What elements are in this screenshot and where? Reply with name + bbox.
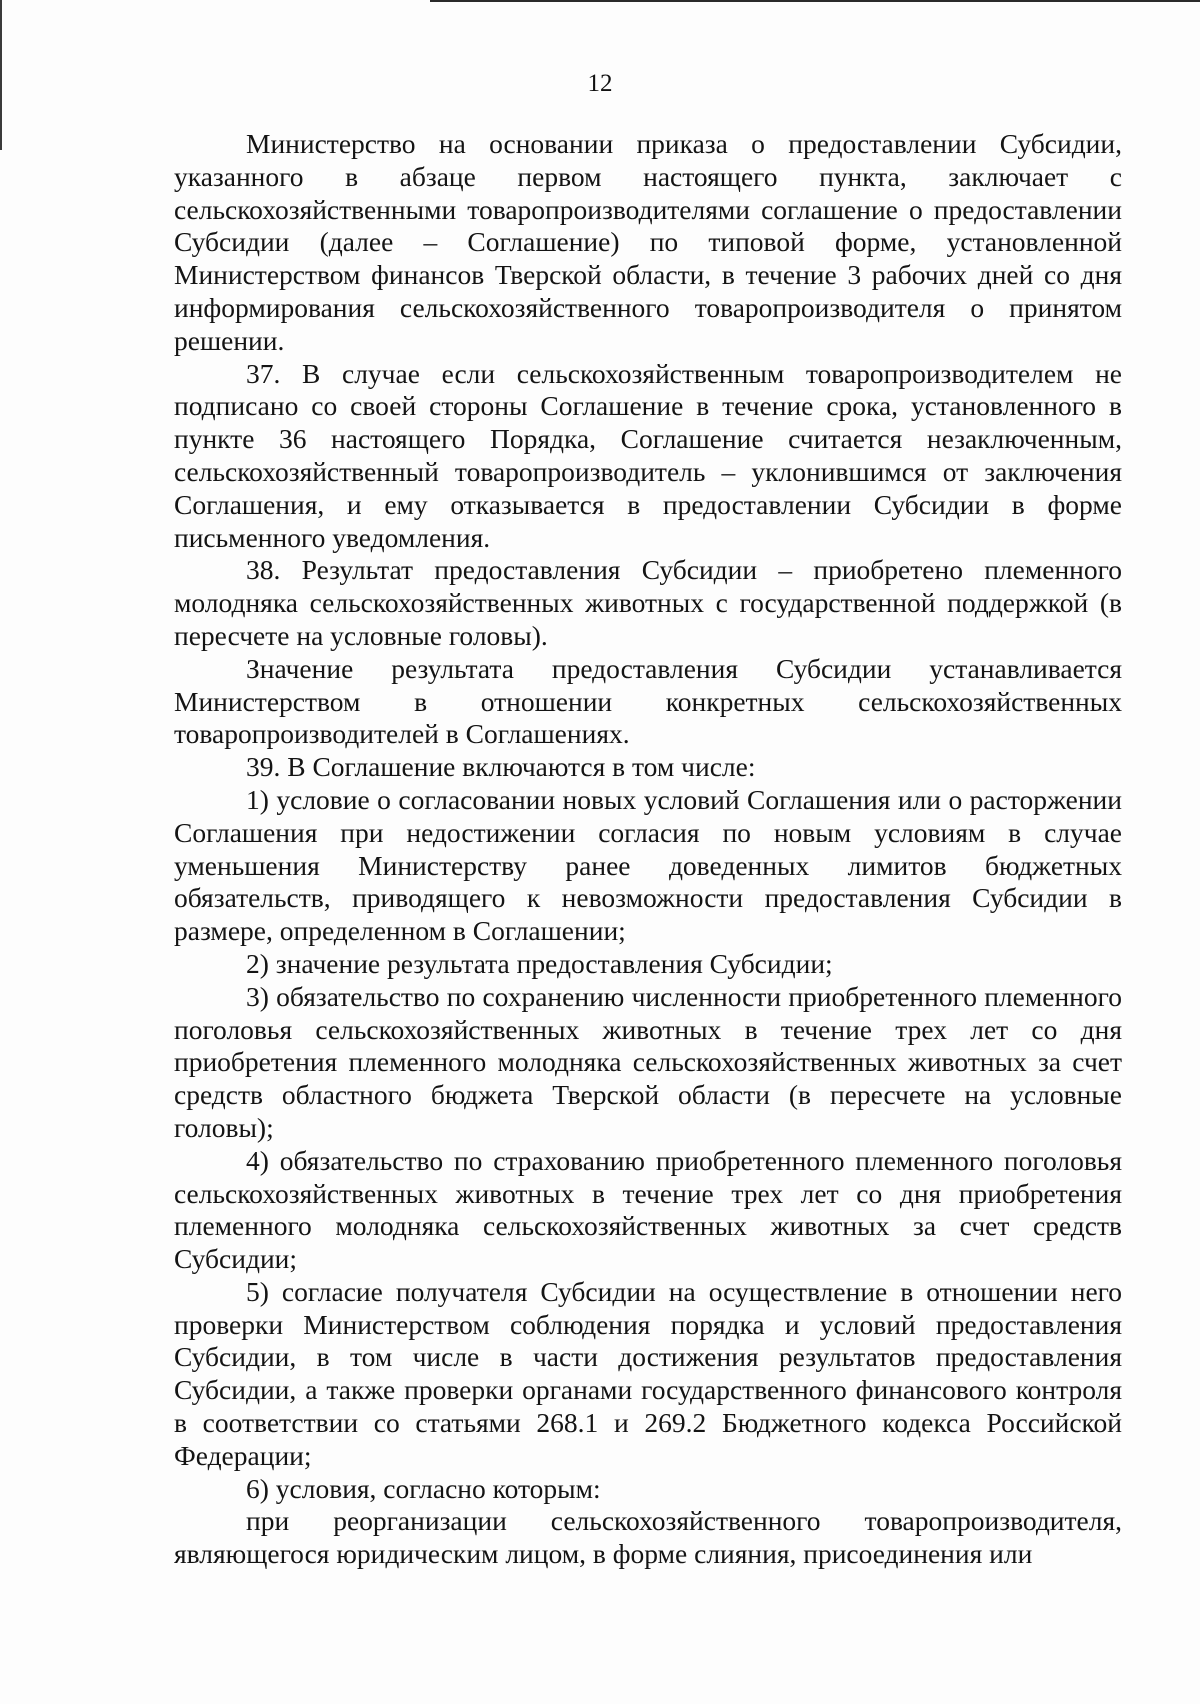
paragraph-reorganization: при реорганизации сельскохозяйственного товаропроизводителя, являющегося юридическим лицом, в форме слияния, присоединения или xyxy=(174,1505,1122,1570)
scan-top-edge xyxy=(430,0,1200,2)
paragraph-39: 39. В Соглашение включаются в том числе: xyxy=(246,751,756,783)
list-item-5: 5) согласие получателя Субсидии на осуществление в отношении него проверки Министерством соблюдения порядка и условий предоставления Субсидии, в том числе в части достижения результатов предоставления Субсидии, а также проверки органами государственного финансового контроля в соответствии со статьями 268.1 и 269.2 Бюджетного кодекса Российской Федерации; xyxy=(174,1275,1122,1471)
list-item-6: 6) условия, согласно которым: xyxy=(246,1472,601,1504)
list-item-2: 2) значение результата предоставления Субсидии; xyxy=(246,947,833,979)
page-number: 12 xyxy=(587,70,613,97)
paragraph-37: 37. В случае если сельскохозяйственным товаропроизводителем не подписано со своей стороны Соглашение в течение срока, установленного в пункте 36 настоящего Порядка, Соглашение считается незаключенным, сельскохозяйственный товаропроизводитель – уклонившимся от заключения Соглашения, и ему отказывается в предоставлении Субсидии в форме письменного уведомления. xyxy=(174,357,1122,553)
list-item-3: 3) обязательство по сохранению численности приобретенного племенного поголовья сельскохозяйственных животных в течение трех лет со дня приобретения племенного молодняка сельскохозяйственных животных за счет средств областного бюджета Тверской области (в пересчете на условные головы); xyxy=(174,980,1122,1143)
paragraph-38: 38. Результат предоставления Субсидии – приобретено племенного молодняка сельскохозяйственных животных с государственной поддержкой (в пересчете на условные головы). xyxy=(174,554,1122,651)
list-item-4: 4) обязательство по страхованию приобретенного племенного поголовья сельскохозяйственных животных в течение трех лет со дня приобретения племенного молодняка сельскохозяйственных животных за счет средств Субсидии; xyxy=(174,1144,1122,1275)
document-body xyxy=(174,128,1122,1571)
list-item-1: 1) условие о согласовании новых условий Соглашения или о расторжении Соглашения при недостижении согласия по новым условиям в случае уменьшения Министерству ранее доведенных лимитов бюджетных обязательств, приводящего к невозможности предоставления Субсидии в размере, определенном в Соглашении; xyxy=(174,783,1122,947)
paragraph-agreement-conclusion: Министерство на основании приказа о предоставлении Субсидии, указанного в абзаце первом настоящего пункта, заключает с сельскохозяйственными товаропроизводителями соглашение о предоставлении Субсидии (далее – Соглашение) по типовой форме, установленной Министерством финансов Тверской области, в течение 3 рабочих дней со дня информирования сельскохозяйственного товаропроизводителя о принятом решении. xyxy=(174,128,1122,356)
paragraph-result-value: Значение результата предоставления Субсидии устанавливается Министерством в отношении конкретных сельскохозяйственных товаропроизводителей в Соглашениях. xyxy=(174,652,1122,750)
